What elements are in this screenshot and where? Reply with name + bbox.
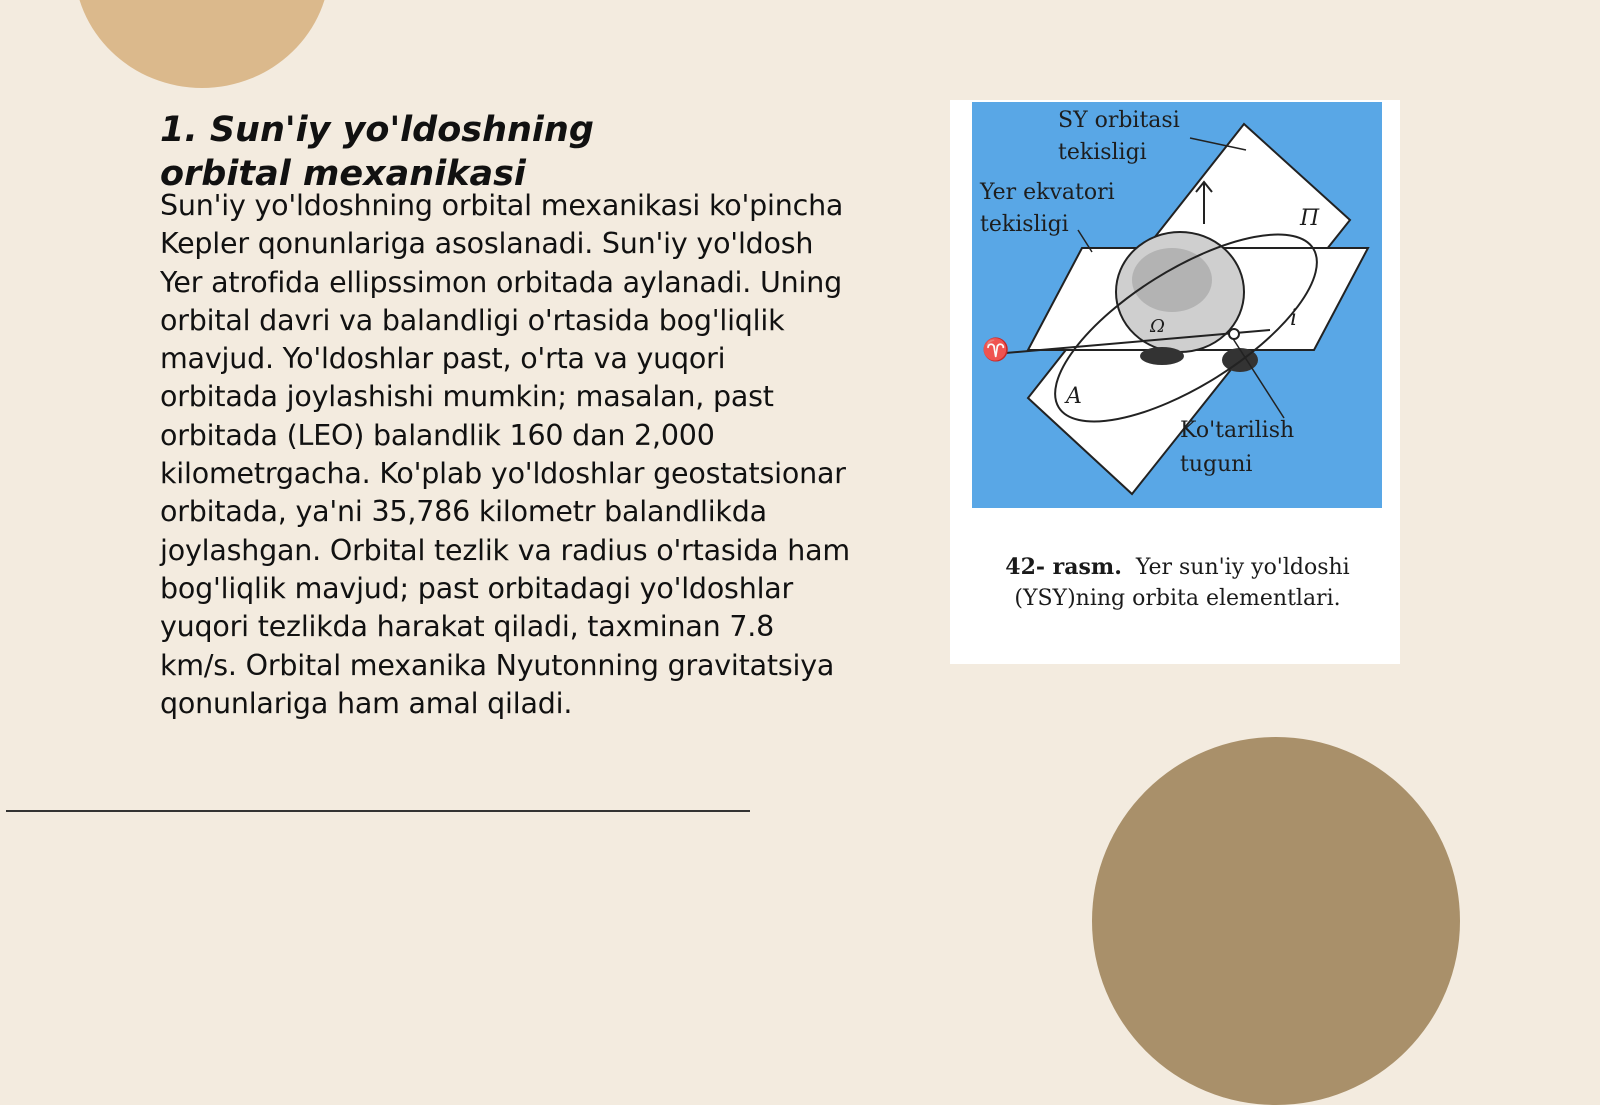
label-apogee: A [1066,384,1082,409]
label-node-line1: Ko'tarilish [1180,418,1295,443]
caption-text: Yer sun'iy yo'ldoshi (YSY)ning orbita elementlari. [1014,555,1350,611]
label-equator-line1: Yer ekvatori [980,180,1115,205]
label-omega: Ω [1150,316,1165,337]
orbit-diagram-drawing [972,102,1382,508]
label-perigee: П [1300,206,1320,231]
earth-shadow-left [1140,347,1184,365]
label-node-line2: tuguni [1180,452,1253,477]
slide-title: 1. Sun'iy yo'ldoshning orbital mexanikasi [160,110,594,194]
decorative-circle-bottom [1092,737,1460,1105]
slide-body-text: Sun'iy yo'ldoshning orbital mexanikasi ko'pincha Kepler qonunlariga asoslanadi. Sun'iy yo'ldosh Yer atrofida ellipssimon orbitada aylanadi. Uning orbital davri va balandligi o'rtasida bog'liqlik mavjud. Yo'ldoshlar past, o'rta va yuqori orbitada joylashishi mumkin; masalan, past orbitada (LEO) balandlik 160 dan 2,000 kilometrgacha. Ko'plab yo'ldoshlar geostatsionar orbitada, ya'ni 35,786 kilometr balandlikda joylashgan. Orbital tezlik va radius o'rtasida ham bog'liqlik mavjud; past orbitadagi yo'ldoshlar yuqori tezlikda harakat qiladi, taxminan 7.8 km/s. Orbital mexanika Nyutonning gravitatsiya qonunlariga ham amal qiladi. [160,189,850,720]
label-sy-orbit-line1: SY orbitasi [1058,108,1180,133]
figure-caption [990,552,1365,614]
earth-shading [1132,248,1212,312]
label-inclination: i [1290,306,1298,331]
divider-line [6,810,750,812]
label-sy-orbit-line2: tekisligi [1058,140,1147,165]
label-vernal-point: ♈ [982,338,1010,363]
decorative-circle-top [74,0,330,88]
orbit-elements-figure [950,100,1400,664]
label-equator-line2: tekisligi [980,212,1069,237]
orbit-diagram [972,102,1382,508]
ascending-node-marker [1229,329,1239,339]
caption-number: 42- rasm. [1005,554,1122,580]
